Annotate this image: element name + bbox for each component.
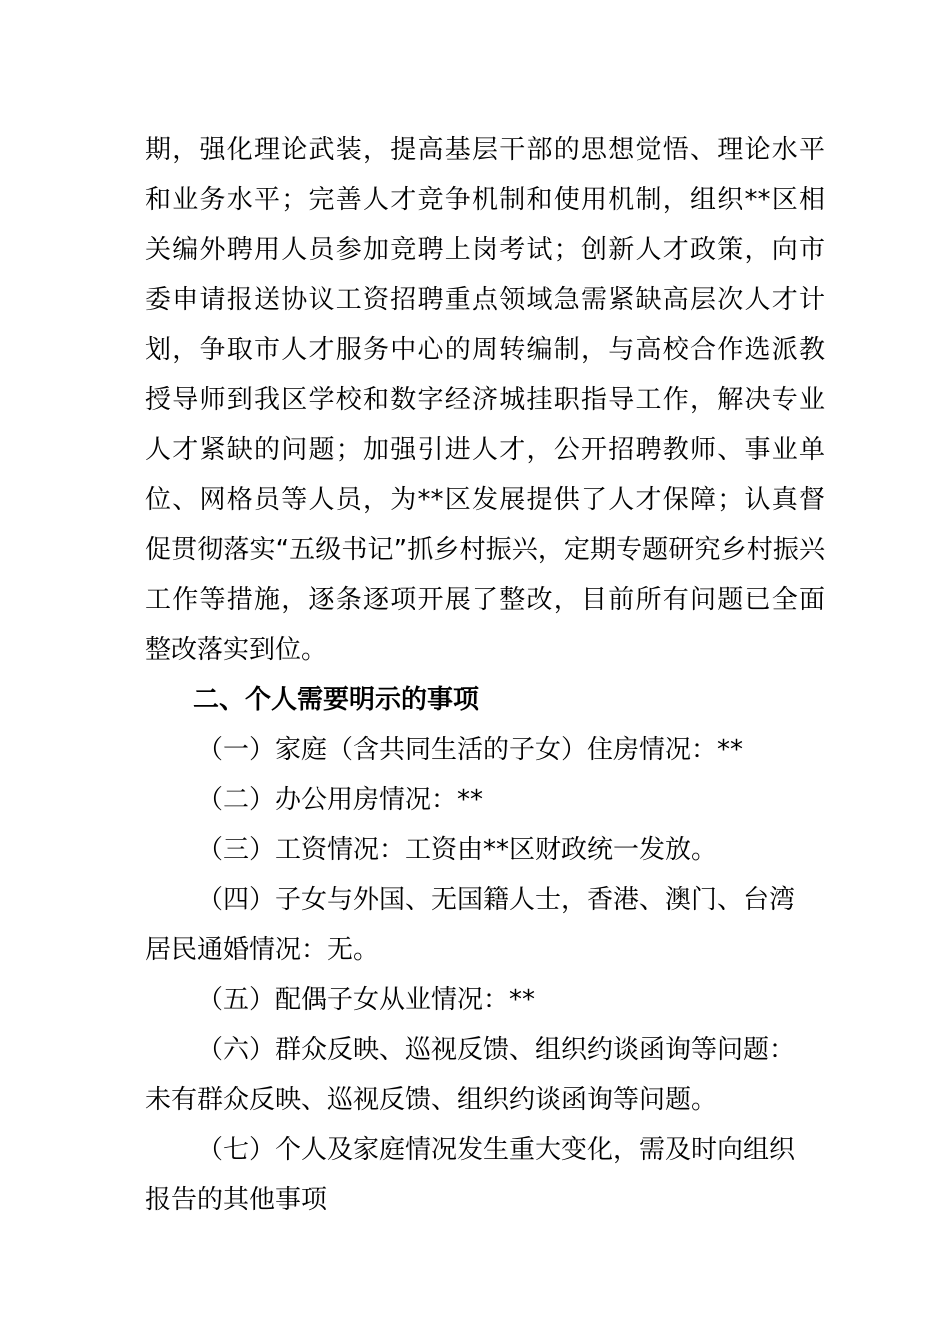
paragraph-line: 整改落实到位。 (145, 635, 328, 665)
list-item: （六）群众反映、巡视反馈、组织约谈函询等问题： (197, 1035, 796, 1065)
list-item: （七）个人及家庭情况发生重大变化，需及时向组织 (197, 1135, 796, 1165)
paragraph-line: 委申请报送协议工资招聘重点领域急需紧缺高层次人才计 (145, 285, 825, 315)
list-item-continuation: 未有群众反映、巡视反馈、组织约谈函询等问题。 (145, 1085, 718, 1115)
paragraph-line: 人才紧缺的问题；加强引进人才，公开招聘教师、事业单 (145, 435, 825, 465)
list-item: （四）子女与外国、无国籍人士，香港、澳门、台湾 (197, 885, 796, 915)
paragraph-line: 关编外聘用人员参加竞聘上岗考试；创新人才政策，向市 (145, 235, 825, 265)
paragraph-line: 授导师到我区学校和数字经济城挂职指导工作，解决专业 (145, 385, 825, 415)
paragraph-line: 促贯彻落实“五级书记”抓乡村振兴，定期专题研究乡村振兴 (145, 535, 825, 565)
section-heading: 二、个人需要明示的事项 (193, 685, 480, 715)
paragraph-line: 和业务水平；完善人才竞争机制和使用机制，组织**区相 (145, 185, 825, 215)
paragraph-line: 期，强化理论武装，提高基层干部的思想觉悟、理论水平 (145, 135, 825, 165)
list-item: （三）工资情况：工资由**区财政统一发放。 (197, 835, 718, 865)
list-item-continuation: 报告的其他事项 (145, 1185, 328, 1215)
list-item: （一）家庭（含共同生活的子女）住房情况：** (197, 735, 744, 765)
paragraph-line: 划，争取市人才服务中心的周转编制，与高校合作选派教 (145, 335, 825, 365)
paragraph-line: 位、网格员等人员，为**区发展提供了人才保障；认真督 (145, 485, 825, 515)
list-item: （二）办公用房情况：** (197, 785, 484, 815)
list-item-continuation: 居民通婚情况：无。 (145, 935, 380, 965)
paragraph-line: 工作等措施，逐条逐项开展了整改，目前所有问题已全面 (145, 585, 825, 615)
list-item: （五）配偶子女从业情况：** (197, 985, 536, 1015)
